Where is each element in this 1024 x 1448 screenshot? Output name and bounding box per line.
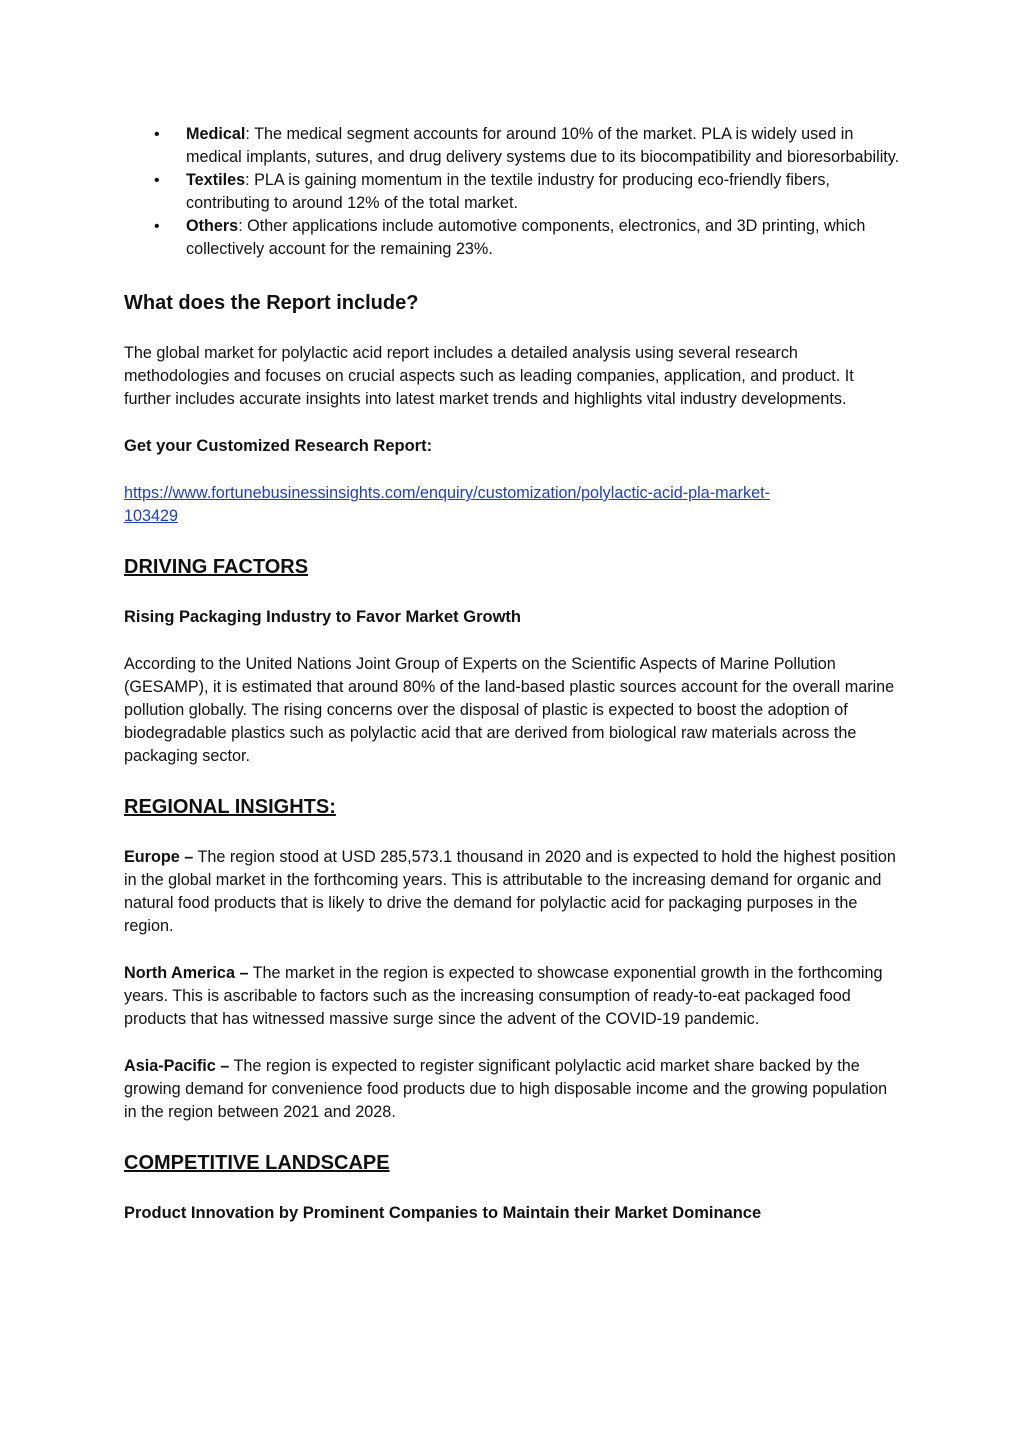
link-line-1[interactable]: https://www.fortunebusinessinsights.com/enquiry/customization/polylactic-acid-pla-market- [124,484,770,502]
application-bullet-list [124,123,904,261]
region-text-north-america: The market in the region is expected to showcase exponential growth in the forthcoming years. This is ascribable to factors such as the increasing consumption of ready-to-eat packaged food products that has witnessed massive surge since the advent of the COVID-19 pandemic. [124,964,883,1028]
bullet-item-medical [124,123,904,169]
regional-europe [124,846,904,938]
bullet-icon: • [154,172,160,189]
bullet-icon: • [154,218,160,235]
customization-link[interactable] [124,482,904,528]
driving-heading: DRIVING FACTORS [124,556,309,578]
report-body: The global market for polylactic acid report includes a detailed analysis using several research methodologies and focuses on crucial aspects such as leading companies, application, and product. It further includes accurate insights into latest market trends and highlights vital industry developments. [124,344,854,408]
driving-body: According to the United Nations Joint Group of Experts on the Scientific Aspects of Marine Pollution (GESAMP), it is estimated that around 80% of the land-based plastic sources account for the overall marine pollution globally. The rising concerns over the disposal of plastic is expected to boost the adoption of biodegradable plastics such as polylactic acid that are derived from biological raw materials across the packaging sector. [124,655,895,765]
region-term-north-america: North America – [124,964,249,982]
competitive-heading: COMPETITIVE LANDSCAPE [124,1152,390,1174]
bullet-item-others [124,215,904,261]
driving-subheading: Rising Packaging Industry to Favor Market Growth [124,608,521,626]
link-line-2[interactable]: 103429 [124,507,179,525]
competitive-subheading: Product Innovation by Prominent Companies to Maintain their Market Dominance [124,1204,762,1222]
bullet-item-textiles [124,169,904,215]
bullet-term: Others [186,217,239,235]
bullet-text: : PLA is gaining momentum in the textile industry for producing eco-friendly fibers, contributing to around 12% of the total market. [186,171,830,212]
report-heading: What does the Report include? [124,292,419,314]
bullet-text: : Other applications include automotive components, electronics, and 3D printing, which collectively account for the remaining 23%. [186,217,866,258]
report-cta: Get your Customized Research Report: [124,437,433,455]
document-page [124,123,904,1225]
region-text-europe: The region stood at USD 285,573.1 thousand in 2020 and is expected to hold the highest position in the global market in the forthcoming years. This is attributable to the increasing demand for organic and natural food products that is likely to drive the demand for polylactic acid for packaging purposes in the region. [124,848,896,935]
bullet-icon: • [154,126,160,143]
bullet-text: : The medical segment accounts for around 10% of the market. PLA is widely used in medical implants, sutures, and drug delivery systems due to its biocompatibility and bioresorbability. [186,125,900,166]
bullet-term: Textiles [186,171,246,189]
regional-heading: REGIONAL INSIGHTS: [124,796,336,818]
bullet-term: Medical [186,125,246,143]
regional-asia-pacific [124,1055,904,1124]
region-text-asia-pacific: The region is expected to register significant polylactic acid market share backed by the growing demand for convenience food products due to high disposable income and the growing population in the region between 2021 and 2028. [124,1057,888,1121]
region-term-europe: Europe – [124,848,194,866]
regional-north-america [124,962,904,1031]
region-term-asia-pacific: Asia-Pacific – [124,1057,230,1075]
